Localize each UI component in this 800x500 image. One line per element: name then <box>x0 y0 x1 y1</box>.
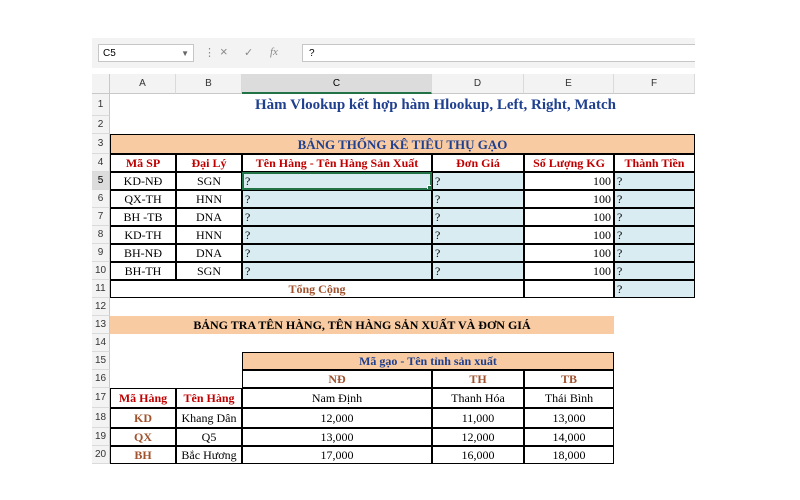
cell-a9[interactable]: BH-NĐ <box>110 244 176 262</box>
cell-f9[interactable]: ? <box>614 244 695 262</box>
cell-e11[interactable] <box>524 280 614 298</box>
row-header-10[interactable]: 10 <box>92 262 110 280</box>
cell-d7[interactable]: ? <box>432 208 524 226</box>
column-header-c[interactable]: C <box>242 74 432 94</box>
row-header-12[interactable]: 12 <box>92 298 110 316</box>
cell-c5[interactable]: ? <box>242 172 432 190</box>
more-options-icon: ⋮ <box>204 47 215 59</box>
cancel-icon[interactable]: × <box>220 44 228 59</box>
code-tb[interactable]: TB <box>524 370 614 388</box>
formula-bar <box>92 38 695 69</box>
row-header-13[interactable]: 13 <box>92 316 110 334</box>
cell-a6[interactable]: QX-TH <box>110 190 176 208</box>
price-bh-tb[interactable]: 18,000 <box>524 446 614 464</box>
cell-b6[interactable]: HNN <box>176 190 242 208</box>
header-so-luong[interactable]: Số Lượng KG <box>524 154 614 172</box>
price-bh-nd[interactable]: 17,000 <box>242 446 432 464</box>
header-ten-hang-lookup[interactable]: Tên Hàng <box>176 388 242 408</box>
cell-c10[interactable]: ? <box>242 262 432 280</box>
cell-a5[interactable]: KD-NĐ <box>110 172 176 190</box>
header-don-gia[interactable]: Đơn Giá <box>432 154 524 172</box>
row-header-9[interactable]: 9 <box>92 244 110 262</box>
header-ma-sp[interactable]: Mã SP <box>110 154 176 172</box>
cell-c7[interactable]: ? <box>242 208 432 226</box>
header-dai-ly[interactable]: Đại Lý <box>176 154 242 172</box>
name-box-value: C5 <box>103 48 116 59</box>
cell-b10[interactable]: SGN <box>176 262 242 280</box>
cell-b7[interactable]: DNA <box>176 208 242 226</box>
price-bh-th[interactable]: 16,000 <box>432 446 524 464</box>
row-header-15[interactable]: 15 <box>92 352 110 370</box>
row-header-11[interactable]: 11 <box>92 280 110 298</box>
total-value[interactable]: ? <box>614 280 695 298</box>
cell-d8[interactable]: ? <box>432 226 524 244</box>
name-box[interactable] <box>98 44 194 62</box>
enter-icon[interactable]: ✓ <box>244 47 254 59</box>
header-ma-hang[interactable]: Mã Hàng <box>110 388 176 408</box>
province-thai-binh[interactable]: Thái Bình <box>524 388 614 408</box>
lookup-ten-bh[interactable]: Bắc Hương <box>176 446 242 464</box>
column-header-a[interactable]: A <box>110 74 176 94</box>
province-nam-dinh[interactable]: Nam Định <box>242 388 432 408</box>
lookup-ten-kd[interactable]: Khang Dân <box>176 408 242 428</box>
spreadsheet-grid <box>92 68 695 464</box>
lookup-group-header[interactable]: Mã gạo - Tên tỉnh sản xuất <box>242 352 614 370</box>
fx-icon[interactable]: fx <box>270 46 278 58</box>
cell-f8[interactable]: ? <box>614 226 695 244</box>
column-header-e[interactable]: E <box>524 74 614 94</box>
cell-e8[interactable]: 100 <box>524 226 614 244</box>
row-header-2[interactable]: 2 <box>92 116 110 134</box>
cell-a7[interactable]: BH -TB <box>110 208 176 226</box>
cell-b5[interactable]: SGN <box>176 172 242 190</box>
row-header-4[interactable]: 4 <box>92 154 110 172</box>
cell-b9[interactable]: DNA <box>176 244 242 262</box>
row-header-17[interactable]: 17 <box>92 388 110 408</box>
price-kd-th[interactable]: 11,000 <box>432 408 524 428</box>
lookup-ma-qx[interactable]: QX <box>110 428 176 446</box>
cell-c9[interactable]: ? <box>242 244 432 262</box>
lookup-ma-kd[interactable]: KD <box>110 408 176 428</box>
price-qx-tb[interactable]: 14,000 <box>524 428 614 446</box>
cell-f6[interactable]: ? <box>614 190 695 208</box>
column-header-b[interactable]: B <box>176 74 242 94</box>
cell-d9[interactable]: ? <box>432 244 524 262</box>
code-nd[interactable]: NĐ <box>242 370 432 388</box>
row-header-16[interactable]: 16 <box>92 370 110 388</box>
cell-e9[interactable]: 100 <box>524 244 614 262</box>
cell-f7[interactable]: ? <box>614 208 695 226</box>
cell-e5[interactable]: 100 <box>524 172 614 190</box>
formula-value: ? <box>309 48 315 59</box>
sheet-title[interactable]: Hàm Vlookup kết hợp hàm Hlookup, Left, Right, Match <box>255 96 616 113</box>
main-table-title[interactable]: BẢNG THỐNG KÊ TIÊU THỤ GẠO <box>110 134 695 154</box>
row-header-14[interactable]: 14 <box>92 334 110 352</box>
row-header-18[interactable]: 18 <box>92 408 110 428</box>
cell-d6[interactable]: ? <box>432 190 524 208</box>
header-ten-hang[interactable]: Tên Hàng - Tên Hàng Sản Xuất <box>242 154 432 172</box>
column-header-d[interactable]: D <box>432 74 524 94</box>
price-qx-th[interactable]: 12,000 <box>432 428 524 446</box>
formula-input[interactable] <box>302 44 695 62</box>
row-header-5[interactable]: 5 <box>92 172 110 190</box>
header-thanh-tien[interactable]: Thành Tiền <box>614 154 695 172</box>
province-thanh-hoa[interactable]: Thanh Hóa <box>432 388 524 408</box>
row-header-19[interactable]: 19 <box>92 428 110 446</box>
lookup-table-title[interactable]: BẢNG TRA TÊN HÀNG, TÊN HÀNG SẢN XUẤT VÀ ĐƠN GIÁ <box>110 316 614 334</box>
price-qx-nd[interactable]: 13,000 <box>242 428 432 446</box>
column-header-f[interactable]: F <box>614 74 695 94</box>
cell-b8[interactable]: HNN <box>176 226 242 244</box>
cell-d10[interactable]: ? <box>432 262 524 280</box>
price-kd-tb[interactable]: 13,000 <box>524 408 614 428</box>
code-th[interactable]: TH <box>432 370 524 388</box>
cell-e6[interactable]: 100 <box>524 190 614 208</box>
row-header-6[interactable]: 6 <box>92 190 110 208</box>
lookup-ma-bh[interactable]: BH <box>110 446 176 464</box>
cell-e7[interactable]: 100 <box>524 208 614 226</box>
total-label[interactable]: Tổng Cộng <box>110 280 524 298</box>
row-header-7[interactable]: 7 <box>92 208 110 226</box>
select-all-corner[interactable] <box>92 74 110 94</box>
row-header-3[interactable]: 3 <box>92 134 110 154</box>
row-header-1[interactable]: 1 <box>92 94 110 116</box>
cell-d5[interactable]: ? <box>432 172 524 190</box>
lookup-ten-qx[interactable]: Q5 <box>176 428 242 446</box>
cell-c6[interactable]: ? <box>242 190 432 208</box>
price-kd-nd[interactable]: 12,000 <box>242 408 432 428</box>
cell-f10[interactable]: ? <box>614 262 695 280</box>
cell-e10[interactable]: 100 <box>524 262 614 280</box>
row-header-8[interactable]: 8 <box>92 226 110 244</box>
cell-c8[interactable]: ? <box>242 226 432 244</box>
cell-a10[interactable]: BH-TH <box>110 262 176 280</box>
cell-a8[interactable]: KD-TH <box>110 226 176 244</box>
row-header-20[interactable]: 20 <box>92 446 110 464</box>
chevron-down-icon[interactable]: ▼ <box>181 49 189 58</box>
cell-f5[interactable]: ? <box>614 172 695 190</box>
